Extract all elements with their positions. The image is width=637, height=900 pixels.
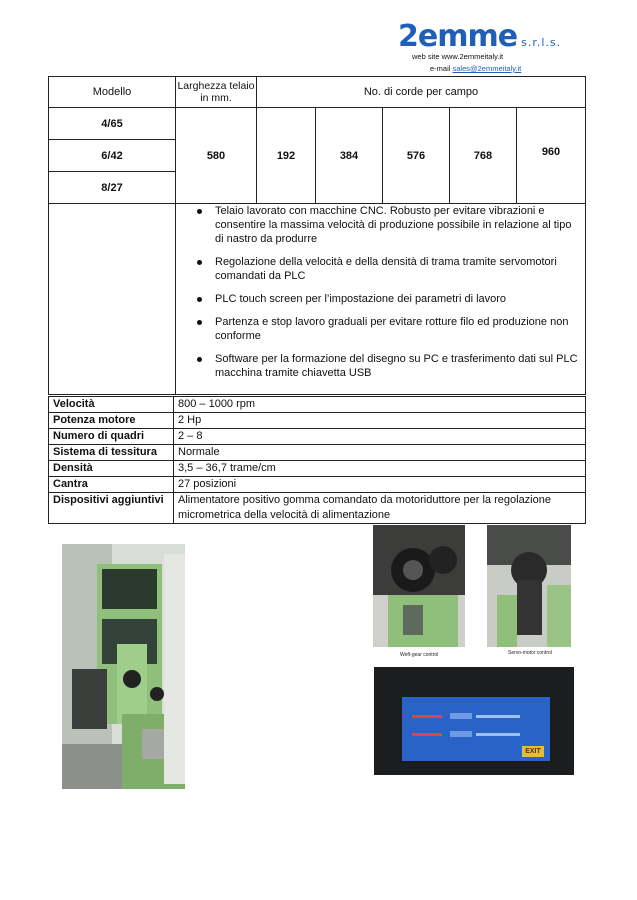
corde-value: 768: [450, 108, 517, 204]
property-row: Potenza motore 2 Hp: [49, 413, 586, 429]
property-row: Dispositivi aggiuntivi Alimentatore positivo gomma comandato da motoriduttore per la regolazione micrometrica della velocità di alimentazione: [49, 493, 586, 524]
email-link[interactable]: sales@2emmeitaly.it: [452, 64, 522, 73]
machine-photo: [62, 544, 185, 789]
feature-item: Regolazione della velocità e della densità di trama tramite servomotori comandati da PLC: [197, 255, 581, 283]
exit-button[interactable]: EXIT: [522, 746, 544, 757]
logo-text: 2emme: [398, 19, 518, 54]
model-row: 4/65: [49, 108, 176, 140]
property-row: Velocità 800 – 1000 rpm: [49, 397, 586, 413]
feature-item: Software per la formazione del disegno su PC e trasferimento dati sul PLC macchina tramite chiavetta USB: [197, 352, 581, 380]
website-text: web site www.2emmeitaly.it: [412, 52, 504, 61]
logo-suffix: s.r.l.s.: [521, 36, 562, 49]
plc-field: [450, 731, 472, 737]
property-row: Densità 3,5 – 36,7 trame/cm: [49, 461, 586, 477]
header-larghezza: Larghezza telaio in mm.: [176, 77, 257, 108]
servo-motor-image: [487, 525, 571, 647]
feature-item: PLC touch screen per l’impostazione dei parametri di lavoro: [197, 292, 581, 306]
corde-value: 384: [316, 108, 383, 204]
feature-item: Partenza e stop lavoro graduali per evitare rotture filo ed produzione non conforme: [197, 315, 581, 343]
plc-field: [476, 733, 520, 736]
model-row: 8/27: [49, 172, 176, 204]
header-modello: Modello: [49, 77, 176, 108]
plc-screen-photo: [374, 667, 574, 775]
bullet-icon: [197, 209, 202, 214]
corde-value: 576: [383, 108, 450, 204]
weft-gear-caption: Weft-gear control: [400, 652, 439, 658]
bullet-icon: [197, 357, 202, 362]
corde-value: 960: [517, 108, 586, 204]
properties-table: [48, 396, 586, 524]
header-corde: No. di corde per campo: [257, 77, 586, 108]
plc-screen-display: [402, 697, 550, 761]
bullet-icon: [197, 297, 202, 302]
features-list: [197, 204, 581, 389]
plc-field: [412, 715, 442, 718]
email-label: e-mail: [430, 64, 453, 73]
corde-value: 192: [257, 108, 316, 204]
bullet-icon: [197, 260, 202, 265]
weft-gear-photo: [373, 525, 465, 647]
property-row: Numero di quadri 2 – 8: [49, 429, 586, 445]
spec-table: [48, 76, 586, 204]
property-row: Sistema di tessitura Normale: [49, 445, 586, 461]
servo-motor-photo: [487, 525, 571, 647]
email-line: [430, 64, 521, 73]
weft-gear-image: [373, 525, 465, 647]
loom-machine-image: [62, 544, 185, 789]
feature-item: Telaio lavorato con macchine CNC. Robusto per evitare vibrazioni e consentire la massima velocità di produzione possibile in relazione al tipo di nastro da produrre: [197, 204, 581, 246]
features-section: [48, 204, 586, 395]
bullet-icon: [197, 320, 202, 325]
property-row: Cantra 27 posizioni: [49, 477, 586, 493]
plc-field: [412, 733, 442, 736]
larghezza-value: 580: [176, 108, 257, 204]
model-row: 6/42: [49, 140, 176, 172]
plc-field: [476, 715, 520, 718]
plc-field: [450, 713, 472, 719]
servo-motor-caption: Servo-motor control: [508, 650, 552, 656]
